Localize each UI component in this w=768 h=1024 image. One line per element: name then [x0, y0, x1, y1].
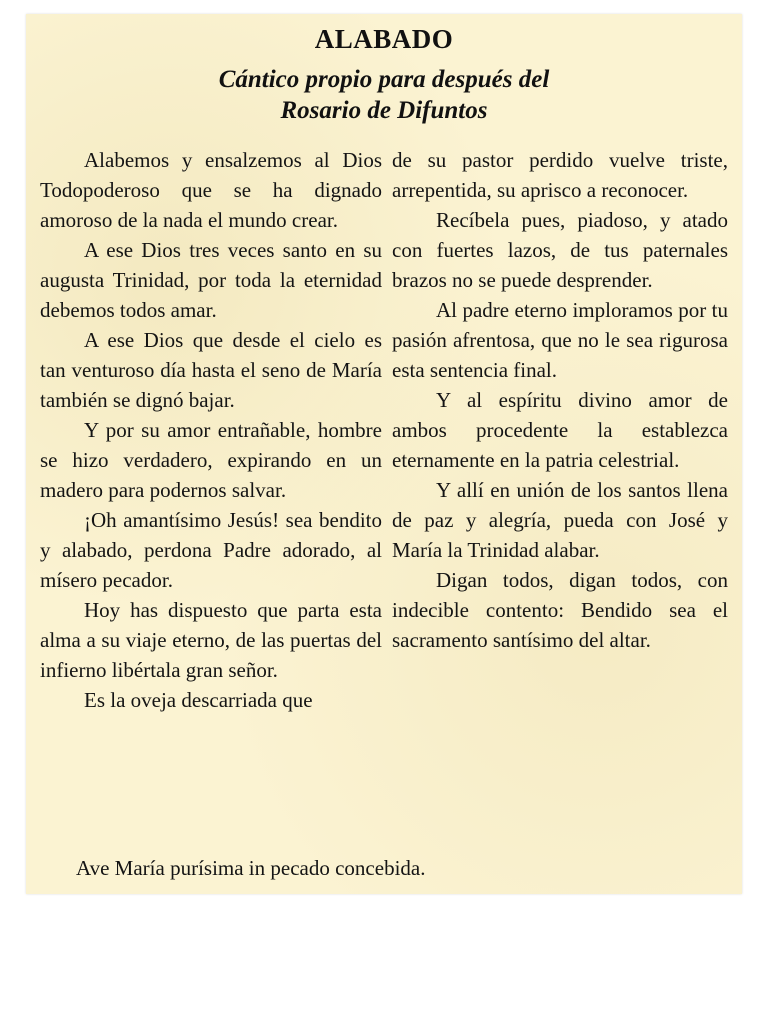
stanza-4: Y por su amor entrañable, hombre se hizo verdadero, expirando en un madero para podernos salvar.	[40, 418, 382, 502]
stanza-10: Y al espíritu divino amor de ambos procedente la establezca eternamente en la patria celestrial.	[392, 388, 728, 472]
left-column	[40, 145, 382, 715]
stanza-2: A ese Dios tres veces santo en su augusta Trinidad, por toda la eternidad debemos todos amar.	[40, 238, 382, 322]
stanza-1: Alabemos y ensalzemos al Dios Todopoderoso que se ha dignado amoroso de la nada el mundo crear.	[40, 148, 382, 232]
document-title: ALABADO	[314, 24, 454, 54]
stanza-9: Al padre eterno imploramos por tu pasión afrentosa, que no le sea rigurosa esta sentencia final.	[392, 298, 728, 382]
stanza-5: ¡Oh amantísimo Jesús! sea bendito y alabado, perdona Padre adorado, al mísero pecador.	[40, 508, 382, 592]
stanza-12: Digan todos, digan todos, con indecible contento: Bendido sea el sacramento santísimo del altar.	[392, 568, 728, 652]
closing-line: Ave María purísima in pecado concebida.	[76, 856, 426, 880]
stanza-11: Y allí en unión de los santos llena de paz y alegría, pueda con José y María la Trinidad alabar.	[392, 478, 728, 562]
stanza-6: Hoy has dispuesto que parta esta alma a su viaje eterno, de las puertas del infierno libértala gran señor.	[40, 598, 382, 682]
stanza-8: Recíbela pues, piadoso, y atado con fuertes lazos, de tus paternales brazos no se puede desprender.	[392, 208, 728, 292]
right-column	[392, 145, 728, 655]
stanza-7-continuation: de su pastor perdido vuelve triste, arrepentida, su aprisco a reconocer.	[392, 148, 728, 202]
subtitle-line-2: Rosario de Difuntos	[280, 97, 488, 124]
subtitle-line-1: Cántico propio para después del	[218, 66, 550, 93]
stanza-3: A ese Dios que desde el cielo es tan venturoso día hasta el seno de María también se dignó bajar.	[40, 328, 382, 412]
stanza-7-start: Es la oveja descarriada que	[84, 688, 313, 712]
